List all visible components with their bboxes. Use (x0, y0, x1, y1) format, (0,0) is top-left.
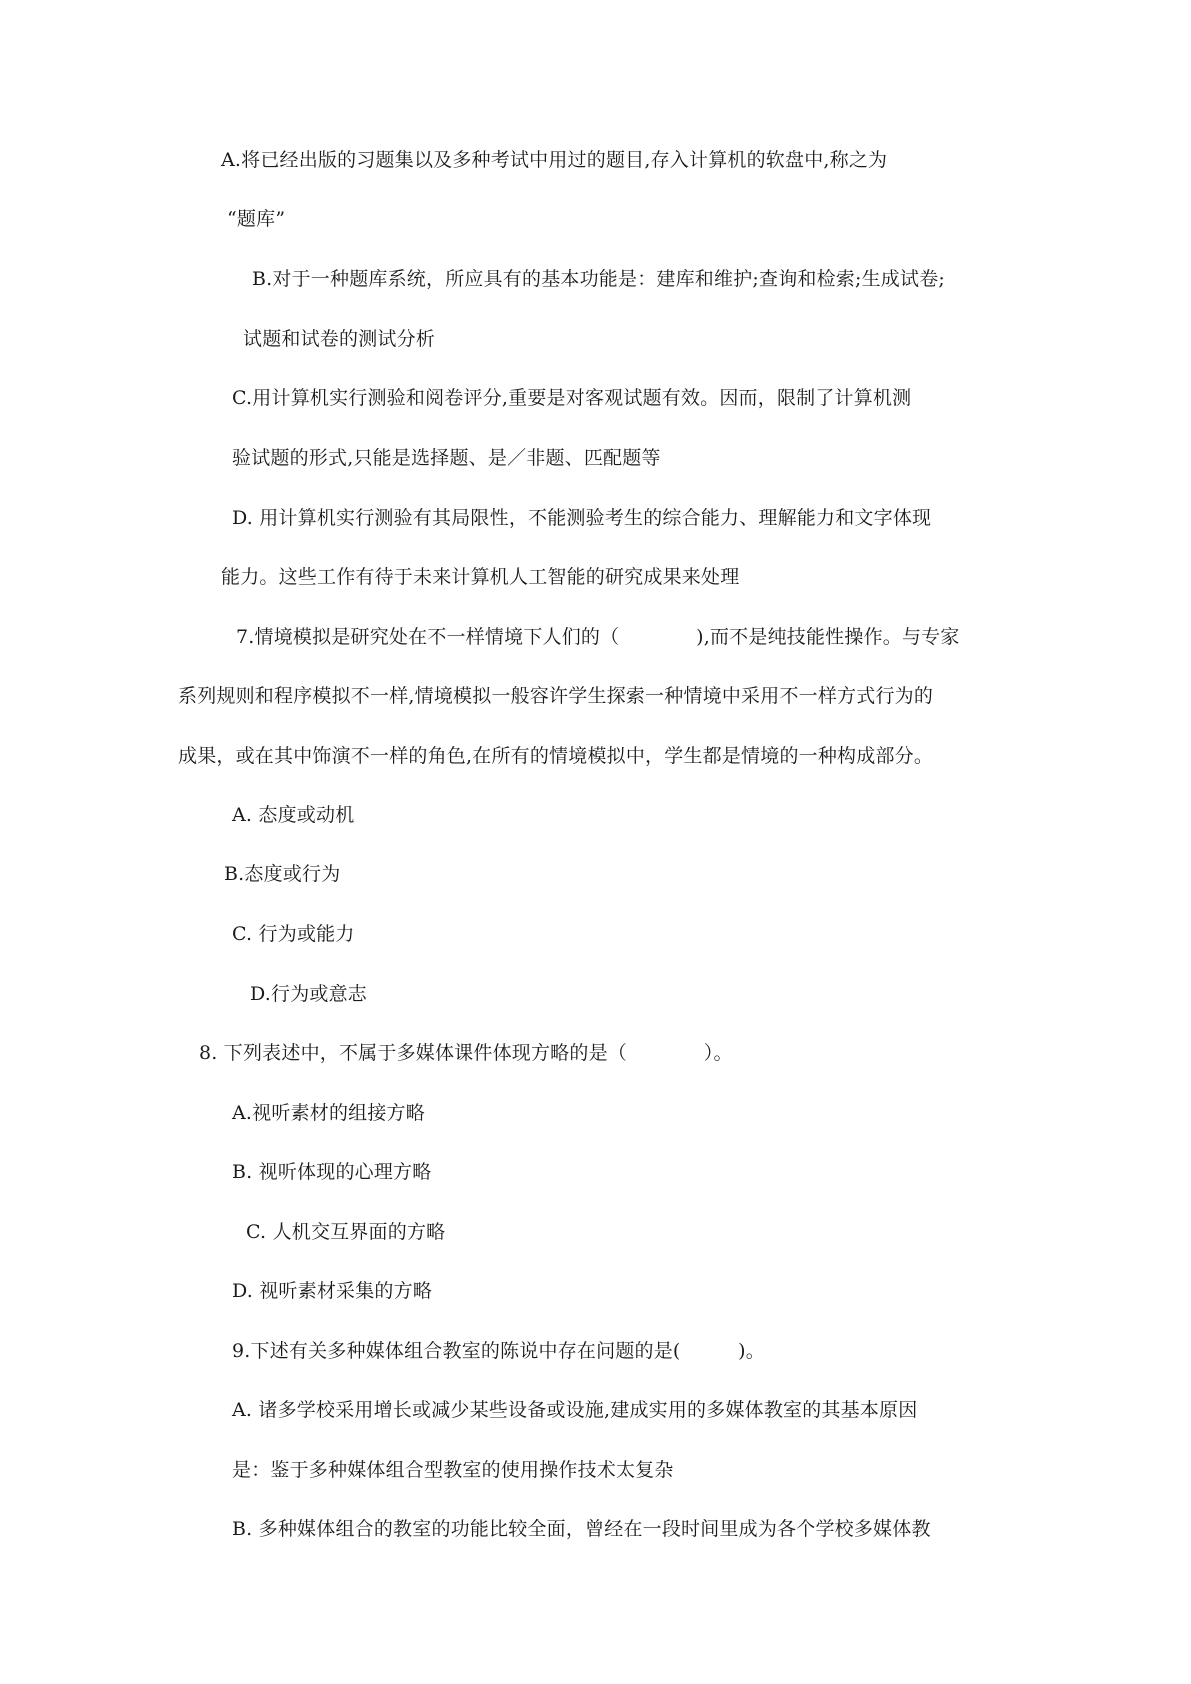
option-7b: B.态度或行为 (224, 863, 341, 885)
option-8d: D. 视听素材采集的方略 (232, 1280, 433, 1302)
question-7-line-2: 系列规则和程序模拟不一样,情境模拟一般容许学生探索一种情境中采用不一样方式行为的 (178, 685, 934, 707)
option-6d-line-2: 能力。这些工作有待于未来计算机人工智能的研究成果来处理 (221, 566, 740, 588)
option-7a: A. 态度或动机 (232, 804, 355, 826)
question-7-line-3: 成果，或在其中饰演不一样的角色,在所有的情境模拟中，学生都是情境的一种构成部分。 (178, 745, 934, 767)
option-6d-line-1: D. 用计算机实行测验有其局限性，不能测验考生的综合能力、理解能力和文字体现 (232, 507, 932, 529)
option-8b: B. 视听体现的心理方略 (232, 1161, 432, 1183)
option-6b-line-2: 试题和试卷的测试分析 (243, 328, 436, 350)
option-6a-line-1: A.将已经出版的习题集以及多种考试中用过的题目,存入计算机的软盘中,称之为 (221, 149, 888, 171)
option-9a-line-2: 是：鉴于多种媒体组合型教室的使用操作技术太复杂 (232, 1459, 674, 1481)
option-6c-line-1: C.用计算机实行测验和阅卷评分,重要是对客观试题有效。因而，限制了计算机测 (232, 387, 912, 409)
option-9b-line-1: B. 多种媒体组合的教室的功能比较全面，曾经在一段时间里成为各个学校多媒体教 (232, 1518, 931, 1540)
option-8a: A.视听素材的组接方略 (232, 1102, 425, 1124)
option-6a-line-2: “题库” (227, 208, 286, 230)
question-7-line-1: 7.情境模拟是研究处在不一样情境下人们的（ ),而不是纯技能性操作。与专家 (236, 626, 960, 648)
option-6b-line-1: B.对于一种题库系统，所应具有的基本功能是：建库和维护;查询和检索;生成试卷; (252, 268, 946, 290)
option-9a-line-1: A. 诸多学校采用增长或减少某些设备或设施,建成实用的多媒体教室的其基本原因 (232, 1399, 918, 1421)
option-6c-line-2: 验试题的形式,只能是选择题、是／非题、匹配题等 (232, 447, 661, 469)
option-8c: C. 人机交互界面的方略 (246, 1221, 446, 1243)
question-8: 8. 下列表述中，不属于多媒体课件体现方略的是（ ）。 (199, 1042, 733, 1064)
option-7d: D.行为或意志 (250, 983, 367, 1005)
option-7c: C. 行为或能力 (232, 923, 355, 945)
question-9: 9.下述有关多种媒体组合教室的陈说中存在问题的是( )。 (232, 1340, 765, 1362)
